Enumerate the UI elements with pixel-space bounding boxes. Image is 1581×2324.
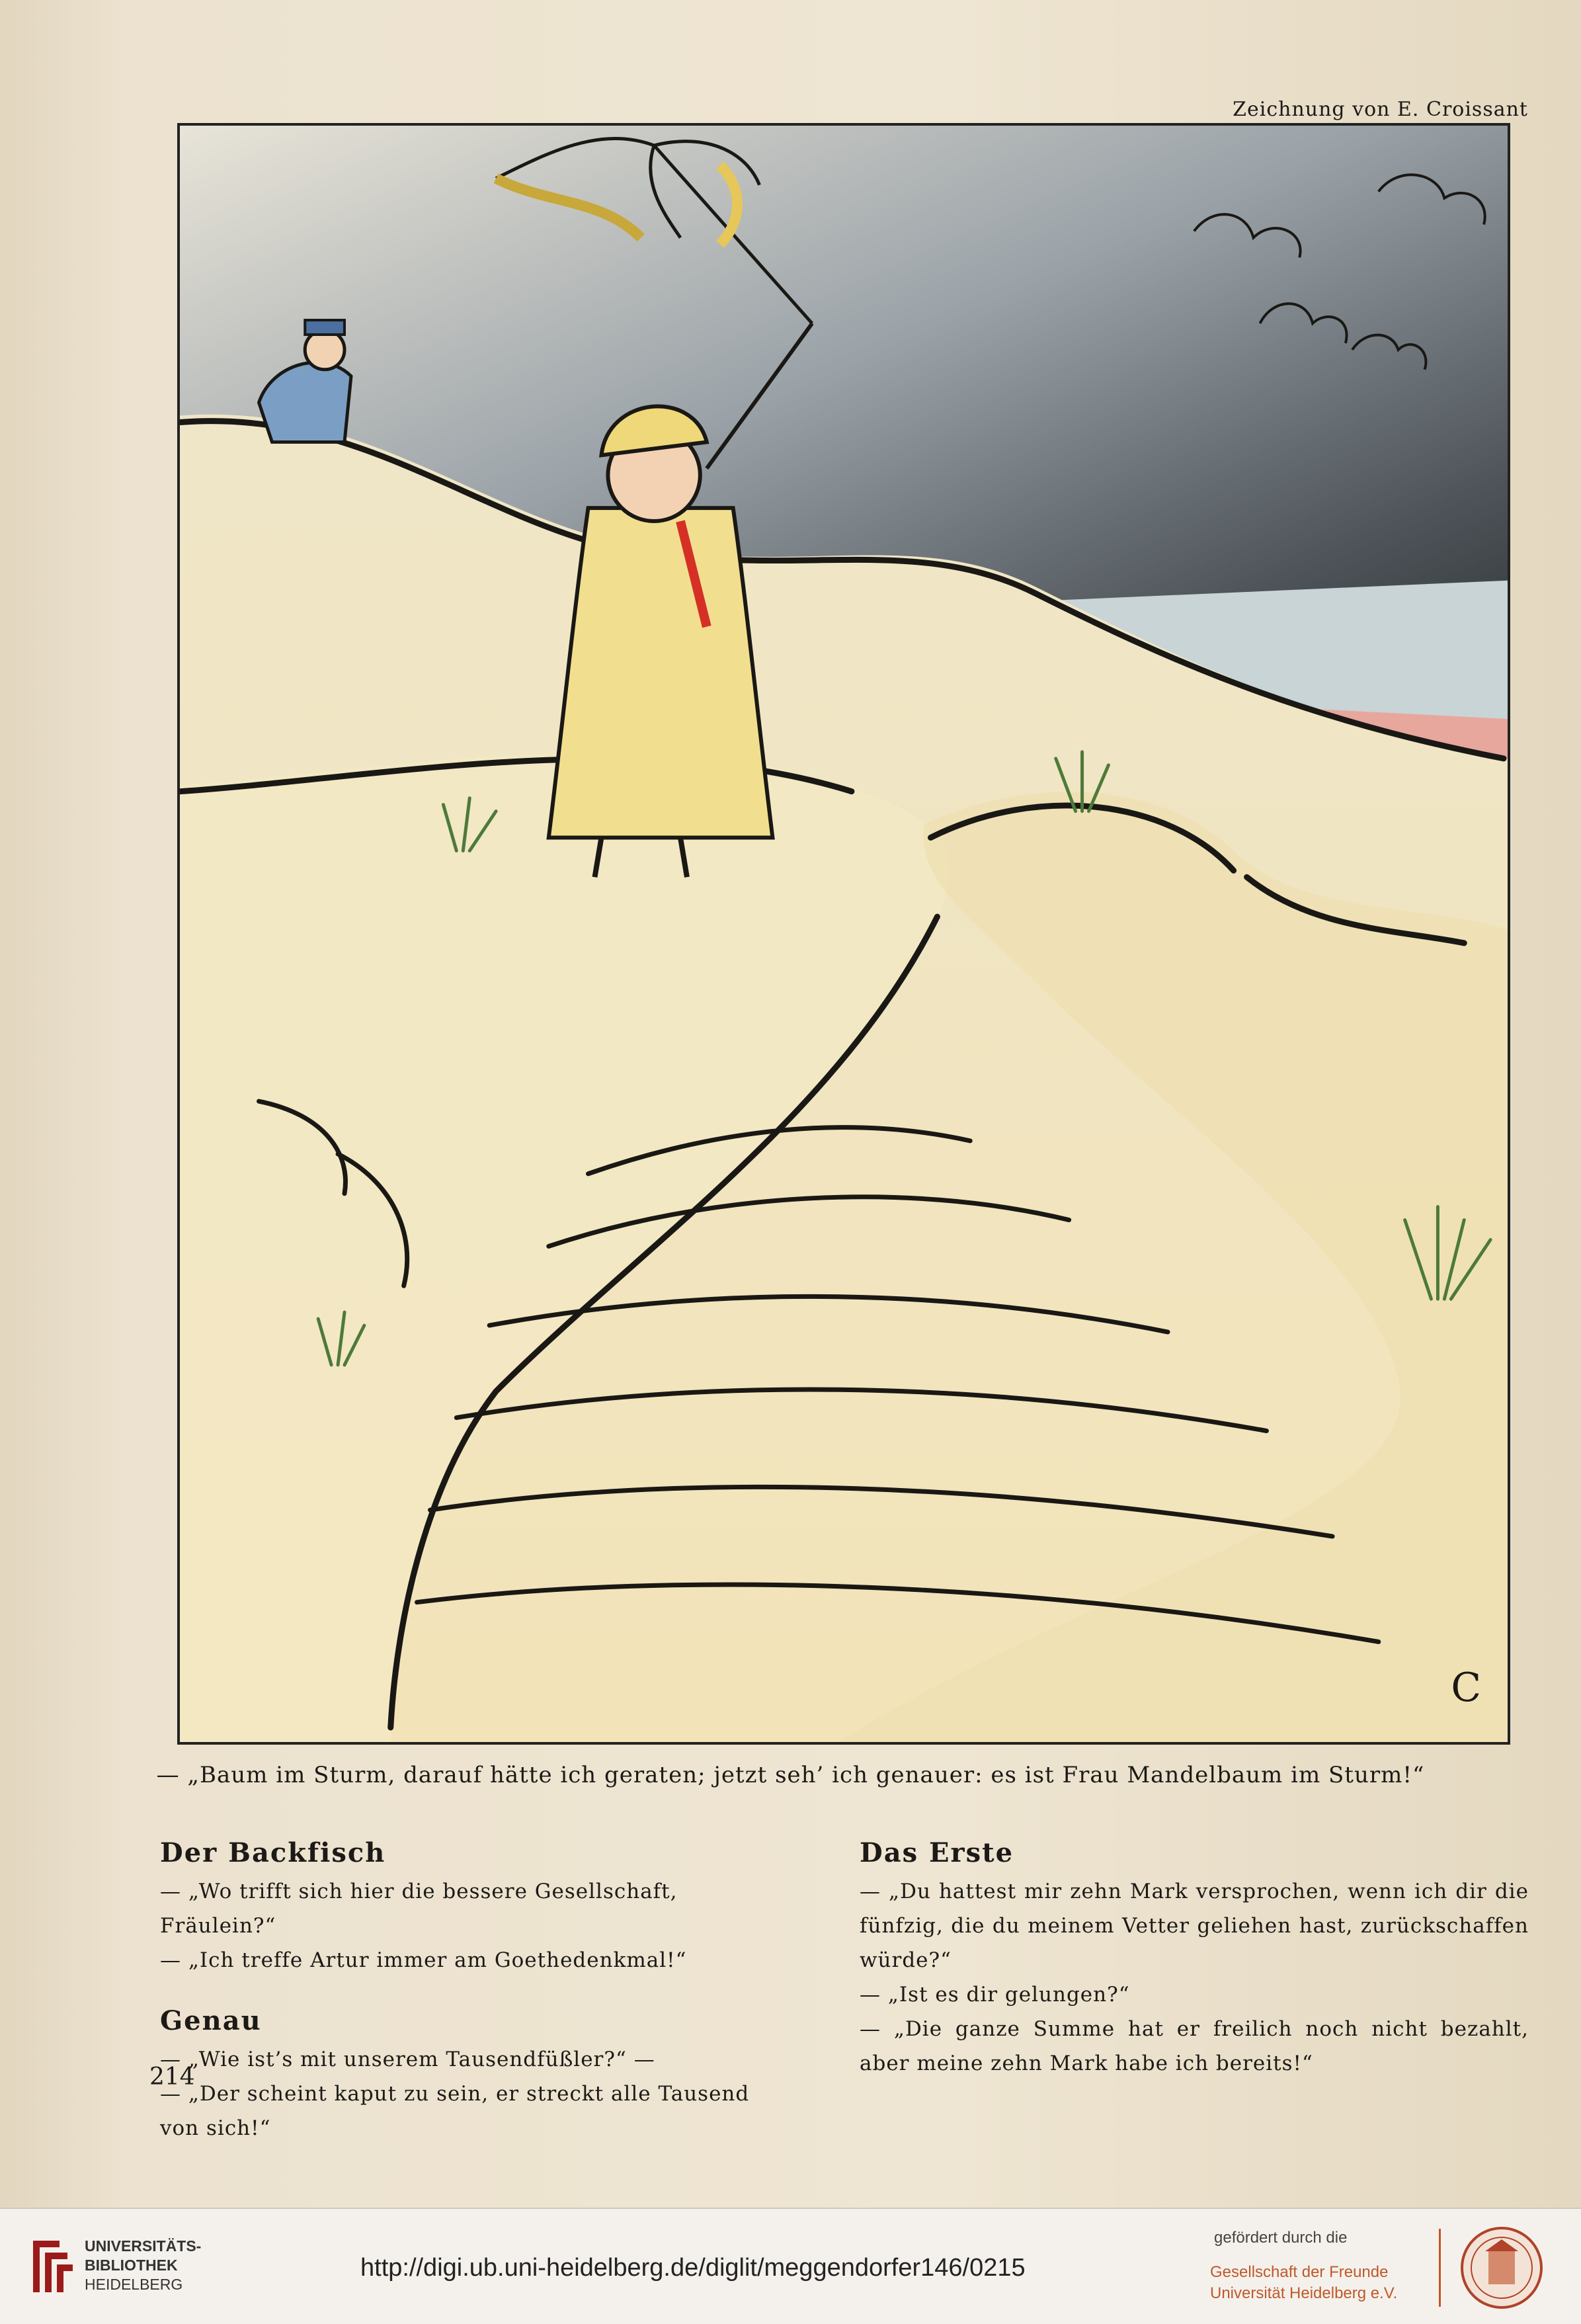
permalink-url[interactable]: http://digi.ub.uni-heidelberg.de/diglit/meggendorfer146/0215 bbox=[360, 2254, 1026, 2282]
story-line: — „Die ganze Summe hat er freilich noch nicht bezahlt, aber meine zehn Mark habe ich bereits!“ bbox=[860, 2017, 1529, 2075]
university-seal-icon bbox=[1459, 2225, 1545, 2311]
story-title-genau: Genau bbox=[160, 2005, 262, 2036]
story-title-das-erste: Das Erste bbox=[860, 1837, 1014, 1868]
cartoon-illustration bbox=[177, 123, 1510, 1745]
story-title-der-backfisch: Der Backfisch bbox=[160, 1837, 386, 1868]
story-line: — „Du hattest mir zehn Mark versprochen, wenn ich dir die fünfzig, die du meinem Vetter geliehen hast, zurückschaffen würde?“ bbox=[860, 1880, 1529, 1972]
story-line: — „Ist es dir gelungen?“ bbox=[860, 1983, 1130, 2007]
right-text-column bbox=[860, 1832, 1529, 2081]
story-line: — „Der scheint kaput zu sein, er streckt alle Tausend von sich!“ bbox=[160, 2082, 750, 2140]
story-line: — „Ich treffe Artur immer am Goethedenkmal!“ bbox=[160, 1948, 687, 1972]
left-text-column bbox=[160, 1832, 782, 2145]
illustration-credit: Zeichnung von E. Croissant bbox=[1233, 98, 1528, 121]
university-library-logo-icon bbox=[26, 2234, 74, 2299]
artist-monogram: C bbox=[1451, 1665, 1482, 1712]
sponsor-divider bbox=[1439, 2229, 1441, 2307]
university-library-name: UNIVERSITÄTS- BIBLIOTHEK HEIDELBERG bbox=[85, 2237, 202, 2293]
story-line: — „Wie ist’s mit unserem Tausendfüßler?“ — bbox=[160, 2048, 655, 2071]
page-number: 214 bbox=[149, 2063, 195, 2091]
story-line: — „Wo trifft sich hier die bessere Gesellschaft, Fräulein?“ bbox=[160, 1880, 678, 1938]
dune-storm-drawing bbox=[180, 126, 1508, 1742]
sponsor-label: gefördert durch die bbox=[1214, 2229, 1348, 2247]
sponsor-name: Gesellschaft der Freunde Universität Heidelberg e.V. bbox=[1210, 2263, 1398, 2302]
illustration-caption: — „Baum im Sturm, darauf hätte ich geraten; jetzt seh’ ich genauer: es ist Frau Mandelbaum im Sturm!“ bbox=[156, 1762, 1425, 1788]
library-footer-bar bbox=[0, 2208, 1581, 2324]
